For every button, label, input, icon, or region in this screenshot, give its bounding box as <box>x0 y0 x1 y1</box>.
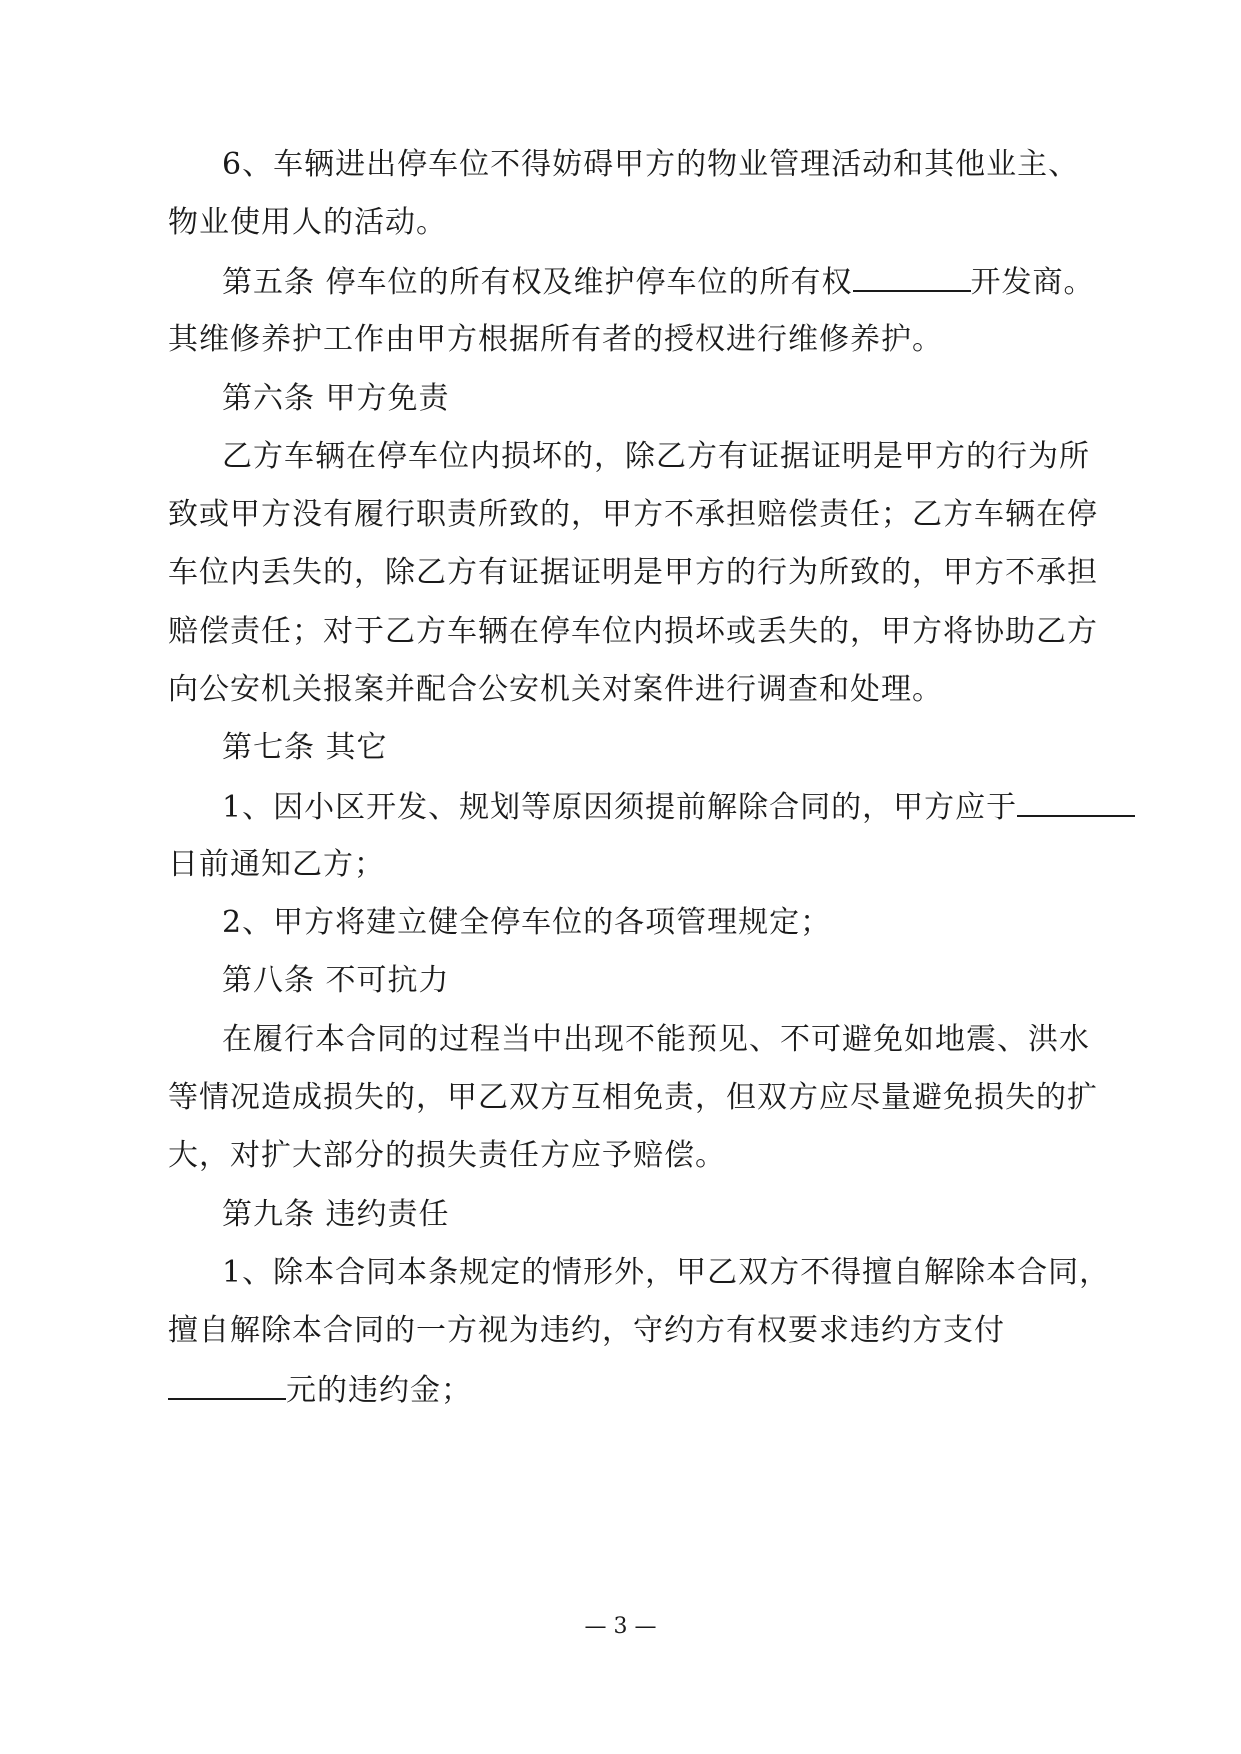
fill-in-blank[interactable] <box>1017 787 1135 817</box>
paragraph-line <box>168 203 447 243</box>
text: 6、车辆进出停车位不得妨碍甲方的物业管理活动和其他业主、 <box>222 147 1080 182</box>
paragraph-line <box>222 437 1090 477</box>
text: 赔偿责任；对于乙方车辆在停车位内损坏或丢失的，甲方将协助乙方 <box>168 614 1098 649</box>
paragraph-line <box>168 1311 1005 1351</box>
page-number: — 3 — <box>584 1614 657 1639</box>
text: 擅自解除本合同的一方视为违约，守约方有权要求违约方支付 <box>168 1313 1005 1348</box>
text: 其维修养护工作由甲方根据所有者的授权进行维修养护。 <box>168 322 943 357</box>
text: 1、因小区开发、规划等原因须提前解除合同的，甲方应于 <box>222 790 1018 825</box>
text: 2、甲方将建立健全停车位的各项管理规定； <box>222 905 832 940</box>
article-title <box>222 728 388 768</box>
paragraph-line <box>168 320 943 360</box>
text: 乙方车辆在停车位内损坏的，除乙方有证据证明是甲方的行为所 <box>222 439 1090 474</box>
paragraph-line <box>222 903 831 943</box>
paragraph-line <box>222 145 1079 185</box>
text: 向公安机关报案并配合公安机关对案件进行调查和处理。 <box>168 672 943 707</box>
text: 第七条 其它 <box>222 730 388 765</box>
text: 第九条 违约责任 <box>222 1197 450 1232</box>
paragraph-line <box>168 845 385 885</box>
paragraph-line <box>168 1078 1098 1118</box>
paragraph-line <box>222 1253 1110 1293</box>
text: 致或甲方没有履行职责所致的，甲方不承担赔偿责任；乙方车辆在停 <box>168 497 1098 532</box>
text: 等情况造成损失的，甲乙双方互相免责，但双方应尽量避免损失的扩 <box>168 1080 1098 1115</box>
fill-in-blank[interactable] <box>168 1370 286 1400</box>
fill-in-blank[interactable] <box>853 262 971 292</box>
article-title <box>222 379 450 419</box>
paragraph-line <box>168 1136 726 1176</box>
text: 在履行本合同的过程当中出现不能预见、不可避免如地震、洪水 <box>222 1022 1090 1057</box>
text: 大，对扩大部分的损失责任方应予赔偿。 <box>168 1138 726 1173</box>
article-9-penalty-line <box>168 1370 472 1411</box>
paragraph-line <box>222 1020 1090 1060</box>
text: 日前通知乙方； <box>168 847 385 882</box>
article-7-item-1 <box>222 787 1135 828</box>
text: 元的违约金； <box>286 1373 472 1408</box>
text: 第六条 甲方免责 <box>222 381 450 416</box>
article-5-line <box>222 262 1095 303</box>
text: 开发商。 <box>970 265 1095 300</box>
text: 1、除本合同本条规定的情形外，甲乙双方不得擅自解除本合同， <box>222 1255 1111 1290</box>
paragraph-line <box>168 495 1098 535</box>
article-title <box>222 1195 450 1235</box>
paragraph-line <box>168 553 1098 593</box>
text: 物业使用人的活动。 <box>168 205 447 240</box>
article-title <box>222 961 450 1001</box>
text: 第八条 不可抗力 <box>222 963 450 998</box>
paragraph-line <box>168 670 943 710</box>
paragraph-line <box>168 612 1098 652</box>
text: 第五条 停车位的所有权及维护停车位的所有权 <box>222 265 853 300</box>
text: 车位内丢失的，除乙方有证据证明是甲方的行为所致的，甲方不承担 <box>168 555 1098 590</box>
